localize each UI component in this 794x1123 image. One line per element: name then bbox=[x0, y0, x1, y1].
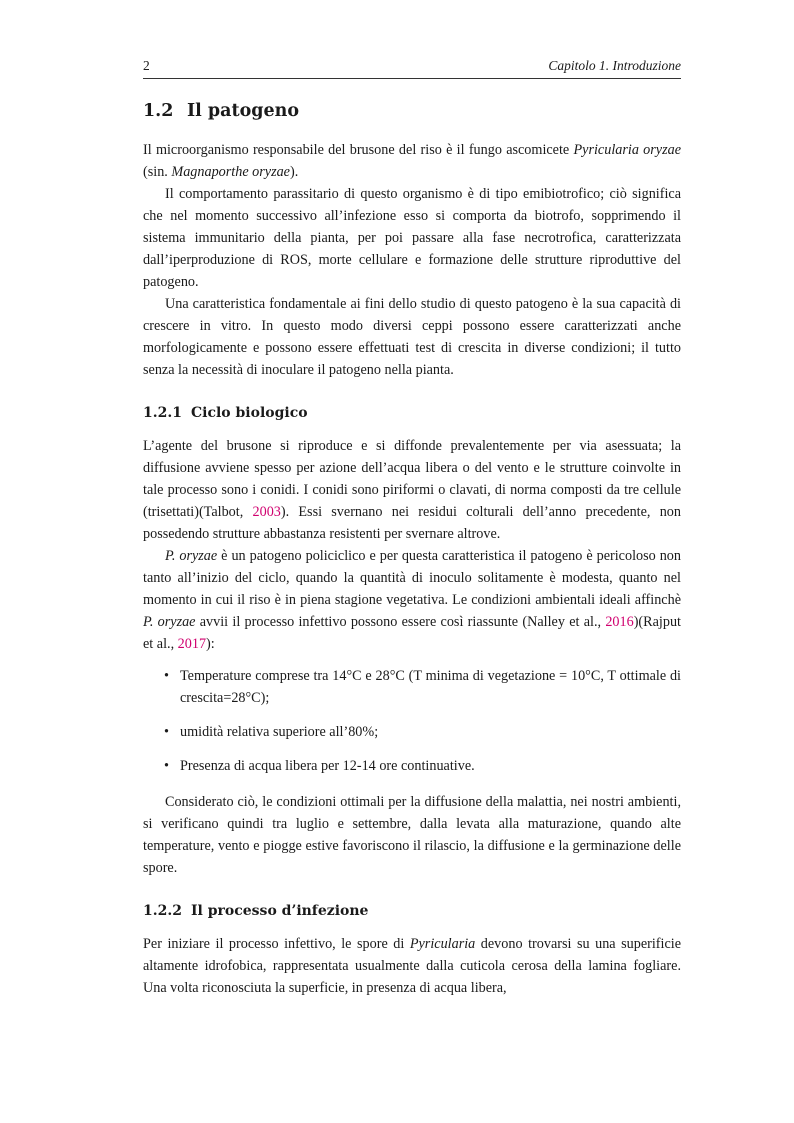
species-name: P. oryzae bbox=[143, 614, 196, 630]
subsection-heading-2 bbox=[143, 903, 681, 919]
list-item bbox=[143, 665, 681, 709]
conditions-list bbox=[143, 665, 681, 777]
citation-link[interactable]: 2003 bbox=[252, 504, 281, 520]
text-run: ). bbox=[289, 164, 299, 180]
page-header bbox=[143, 58, 681, 79]
bullet-marker: • bbox=[164, 724, 169, 740]
text-run: ). Essi svernano nei residui colturali dell’anno precedente, non possedendo strutture abbastanza resistenti per svernare altrove. bbox=[143, 504, 681, 542]
list-item-text: umidità relativa superiore all’80%; bbox=[180, 724, 379, 740]
section-number: 1.2 bbox=[143, 101, 174, 121]
bullet-marker: • bbox=[164, 668, 169, 684]
text-run: avvii il processo infettivo possono essere così riassunte (Nalley et al., bbox=[195, 614, 606, 630]
infection-paragraph-1 bbox=[143, 933, 681, 999]
section-heading bbox=[143, 101, 681, 121]
subsection-title: Il processo d’infezione bbox=[191, 903, 369, 919]
species-name: Pyricularia oryzae bbox=[573, 142, 682, 158]
text-run: )(Rajput et al., bbox=[143, 614, 681, 652]
species-synonym: Magnaporthe oryzae bbox=[171, 164, 290, 180]
list-item-text: Temperature comprese tra 14°C e 28°C (T minima di vegetazione = 10°C, T ottimale di crescita=28°C); bbox=[180, 668, 681, 706]
bullet-marker: • bbox=[164, 758, 169, 774]
citation-link[interactable]: 2016 bbox=[605, 614, 634, 630]
intro-paragraph-3: Una caratteristica fondamentale ai fini dello studio di questo patogeno è la sua capacità di crescere in vitro. In questo modo diversi ceppi possono essere caratterizzati anche morfologicamente e possono essere effettuati test di crescita in diverse condizioni; il tutto senza la necessità di inoculare il patogeno nella pianta. bbox=[143, 296, 681, 378]
cycle-paragraph-1 bbox=[143, 435, 681, 545]
subsection-number: 1.2.1 bbox=[143, 405, 182, 421]
list-item bbox=[143, 755, 681, 777]
subsection-heading-1 bbox=[143, 405, 681, 421]
text-run: devono trovarsi su una superificie altamente idrofobica, rappresentata usualmente dalla cuticola cerosa della lamina fogliare. Una volta riconosciuta la superficie, in presenza di acqua libera, bbox=[143, 936, 681, 996]
intro-paragraph-1 bbox=[143, 139, 681, 183]
cycle-paragraph-3: Considerato ciò, le condizioni ottimali per la diffusione della malattia, nei nostri ambienti, si verificano quindi tra luglio e settembre, dalla levata alla maturazione, quando alte temperature, vento e piogge estive favoriscono il rilascio, la diffusione e la germinazione delle spore. bbox=[143, 794, 681, 876]
citation-link[interactable]: 2017 bbox=[177, 636, 207, 652]
subsection-number: 1.2.2 bbox=[143, 903, 182, 919]
list-item bbox=[143, 721, 681, 743]
section-title: Il patogeno bbox=[187, 101, 300, 121]
running-title: Capitolo 1. Introduzione bbox=[548, 58, 681, 73]
text-run: Per iniziare il processo infettivo, le spore di bbox=[143, 936, 410, 952]
page-number: 2 bbox=[143, 58, 150, 73]
subsection-title: Ciclo biologico bbox=[191, 405, 308, 421]
text-run: L’agente del brusone si riproduce e si diffonde prevalentemente per via asessuata; la diffusione avviene spesso per azione dell’acqua libera o del vento e le strutture coinvolte in tale processo sono i conidi. I conidi sono piriformi o clavati, di norma composti da tre cellule (trisettati)(Talbot, bbox=[143, 438, 681, 520]
text-run: Il microorganismo responsabile del brusone del riso è il fungo ascomicete bbox=[143, 142, 574, 158]
text-run: ): bbox=[206, 636, 215, 652]
intro-paragraph-2: Il comportamento parassitario di questo organismo è di tipo emibiotrofico; ciò significa che nel momento successivo all’infezione esso si comporta da biotrofo, sopprimendo il sistema immunitario della pianta, per poi passare alla fase necrotrofica, caratterizzata dall’iperproduzione di ROS, morte cellulare e formazione delle strutture riproduttive del patogeno. bbox=[143, 186, 681, 290]
cycle-paragraph-2 bbox=[143, 545, 681, 655]
text-run: (sin. bbox=[143, 164, 172, 180]
species-name: P. oryzae bbox=[165, 548, 218, 564]
genus-name: Pyricularia bbox=[409, 936, 476, 952]
list-item-text: Presenza di acqua libera per 12-14 ore continuative. bbox=[180, 758, 475, 774]
text-run: è un patogeno policiclico e per questa caratteristica il patogeno è pericoloso non tanto all’inizio del ciclo, quando la quantità di inoculo solitamente è modesta, quanto nel momento in cui il riso è in piena stagione vegetativa. Le condizioni ambientali ideali affinchè bbox=[143, 548, 681, 608]
page bbox=[143, 58, 681, 999]
